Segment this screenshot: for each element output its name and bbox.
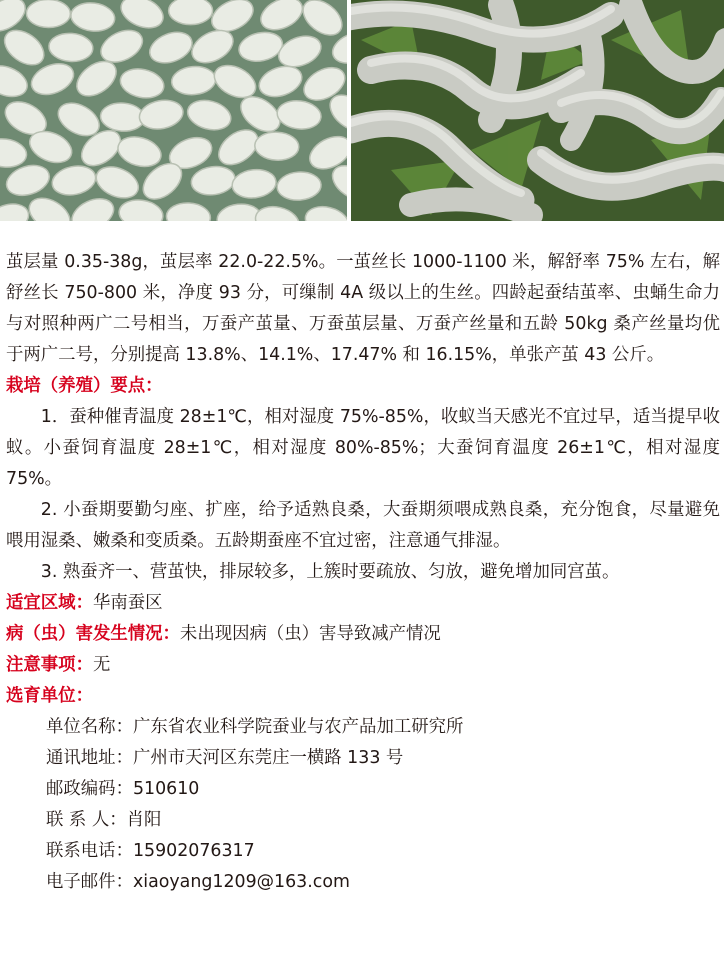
region-line	[6, 588, 720, 619]
region-value: 华南蚕区	[92, 593, 163, 613]
notes-value: 无	[92, 655, 111, 675]
contact-row-phone	[46, 836, 720, 867]
breeder-label: 选育单位：	[6, 686, 93, 706]
contact-label: 单位名称：	[46, 717, 133, 737]
contact-label: 联 系 人：	[46, 810, 127, 830]
notes-label: 注意事项：	[6, 655, 93, 675]
cocoon-shape	[26, 0, 70, 28]
contact-value: 510610	[132, 779, 200, 799]
pests-label: 病（虫）害发生情况：	[6, 624, 180, 644]
contact-value: 广东省农业科学院蚕业与农产品加工研究所	[132, 717, 464, 737]
contact-label: 联系电话：	[46, 841, 133, 861]
cocoons-illustration	[0, 0, 347, 221]
intro-paragraph: 茧层量 0.35-38g，茧层率 22.0-22.5%。一茧丝长 1000-1100 米，解舒率 75% 左右，解舒丝长 750-800 米，净度 93 分，可缫制 4A 级以上的生丝。四龄起蚕结茧率、虫蛹生命力与对照种两广二号相当，万蚕产茧量、万蚕茧层量、万蚕产丝量和五龄 50kg 桑产丝量均优于两广二号，分别提高 13.8%、14.1%、17.47% 和 16.15%，单张产茧 43 公斤。	[6, 252, 720, 365]
photo-strip	[0, 0, 724, 221]
breeder-contact-list	[6, 712, 720, 898]
contact-row-person	[46, 805, 720, 836]
contact-row-email	[46, 867, 720, 898]
notes-line	[6, 650, 720, 681]
cultivation-item-1: 1．蚕种催青温度 28±1℃，相对湿度 75%-85%，收蚁当天感光不宜过早，适当提早收蚁。小蚕饲育温度 28±1℃，相对湿度 80%-85%；大蚕饲育温度 26±1℃，相对湿度 75%。	[6, 407, 720, 489]
breeder-heading	[6, 681, 720, 712]
cultivation-heading-label: 栽培（养殖）要点：	[6, 376, 163, 396]
cultivation-heading	[6, 371, 720, 402]
contact-row-address	[46, 743, 720, 774]
contact-label: 邮政编码：	[46, 779, 133, 799]
pests-line	[6, 619, 720, 650]
silkworm-cocoons-photo	[0, 0, 347, 221]
cultivation-item-3: 3. 熟蚕齐一、营茧快，排尿较多，上簇时要疏放、匀放，避免增加同宫茧。	[40, 562, 620, 582]
larvae-illustration	[351, 0, 724, 221]
document-body	[6, 247, 720, 898]
silkworm-larvae-photo	[351, 0, 724, 221]
cocoon-shape	[169, 0, 213, 25]
cultivation-item-2: 2. 小蚕期要勤匀座、扩座，给予适熟良桑，大蚕期须喂成熟良桑，充分饱食，尽量避免喂用湿桑、嫩桑和变质桑。五龄期蚕座不宜过密，注意通气排湿。	[6, 500, 720, 551]
contact-row-unit	[46, 712, 720, 743]
contact-row-postcode	[46, 774, 720, 805]
pests-value: 未出现因病（虫）害导致减产情况	[179, 624, 441, 644]
region-label: 适宜区域：	[6, 593, 93, 613]
contact-label: 电子邮件：	[46, 872, 133, 892]
contact-value: 15902076317	[132, 841, 255, 861]
contact-value: xiaoyang1209@163.com	[132, 872, 350, 892]
contact-label: 通讯地址：	[46, 748, 133, 768]
contact-value: 广州市天河区东莞庄一横路 133 号	[132, 748, 404, 768]
contact-value: 肖阳	[126, 810, 162, 830]
